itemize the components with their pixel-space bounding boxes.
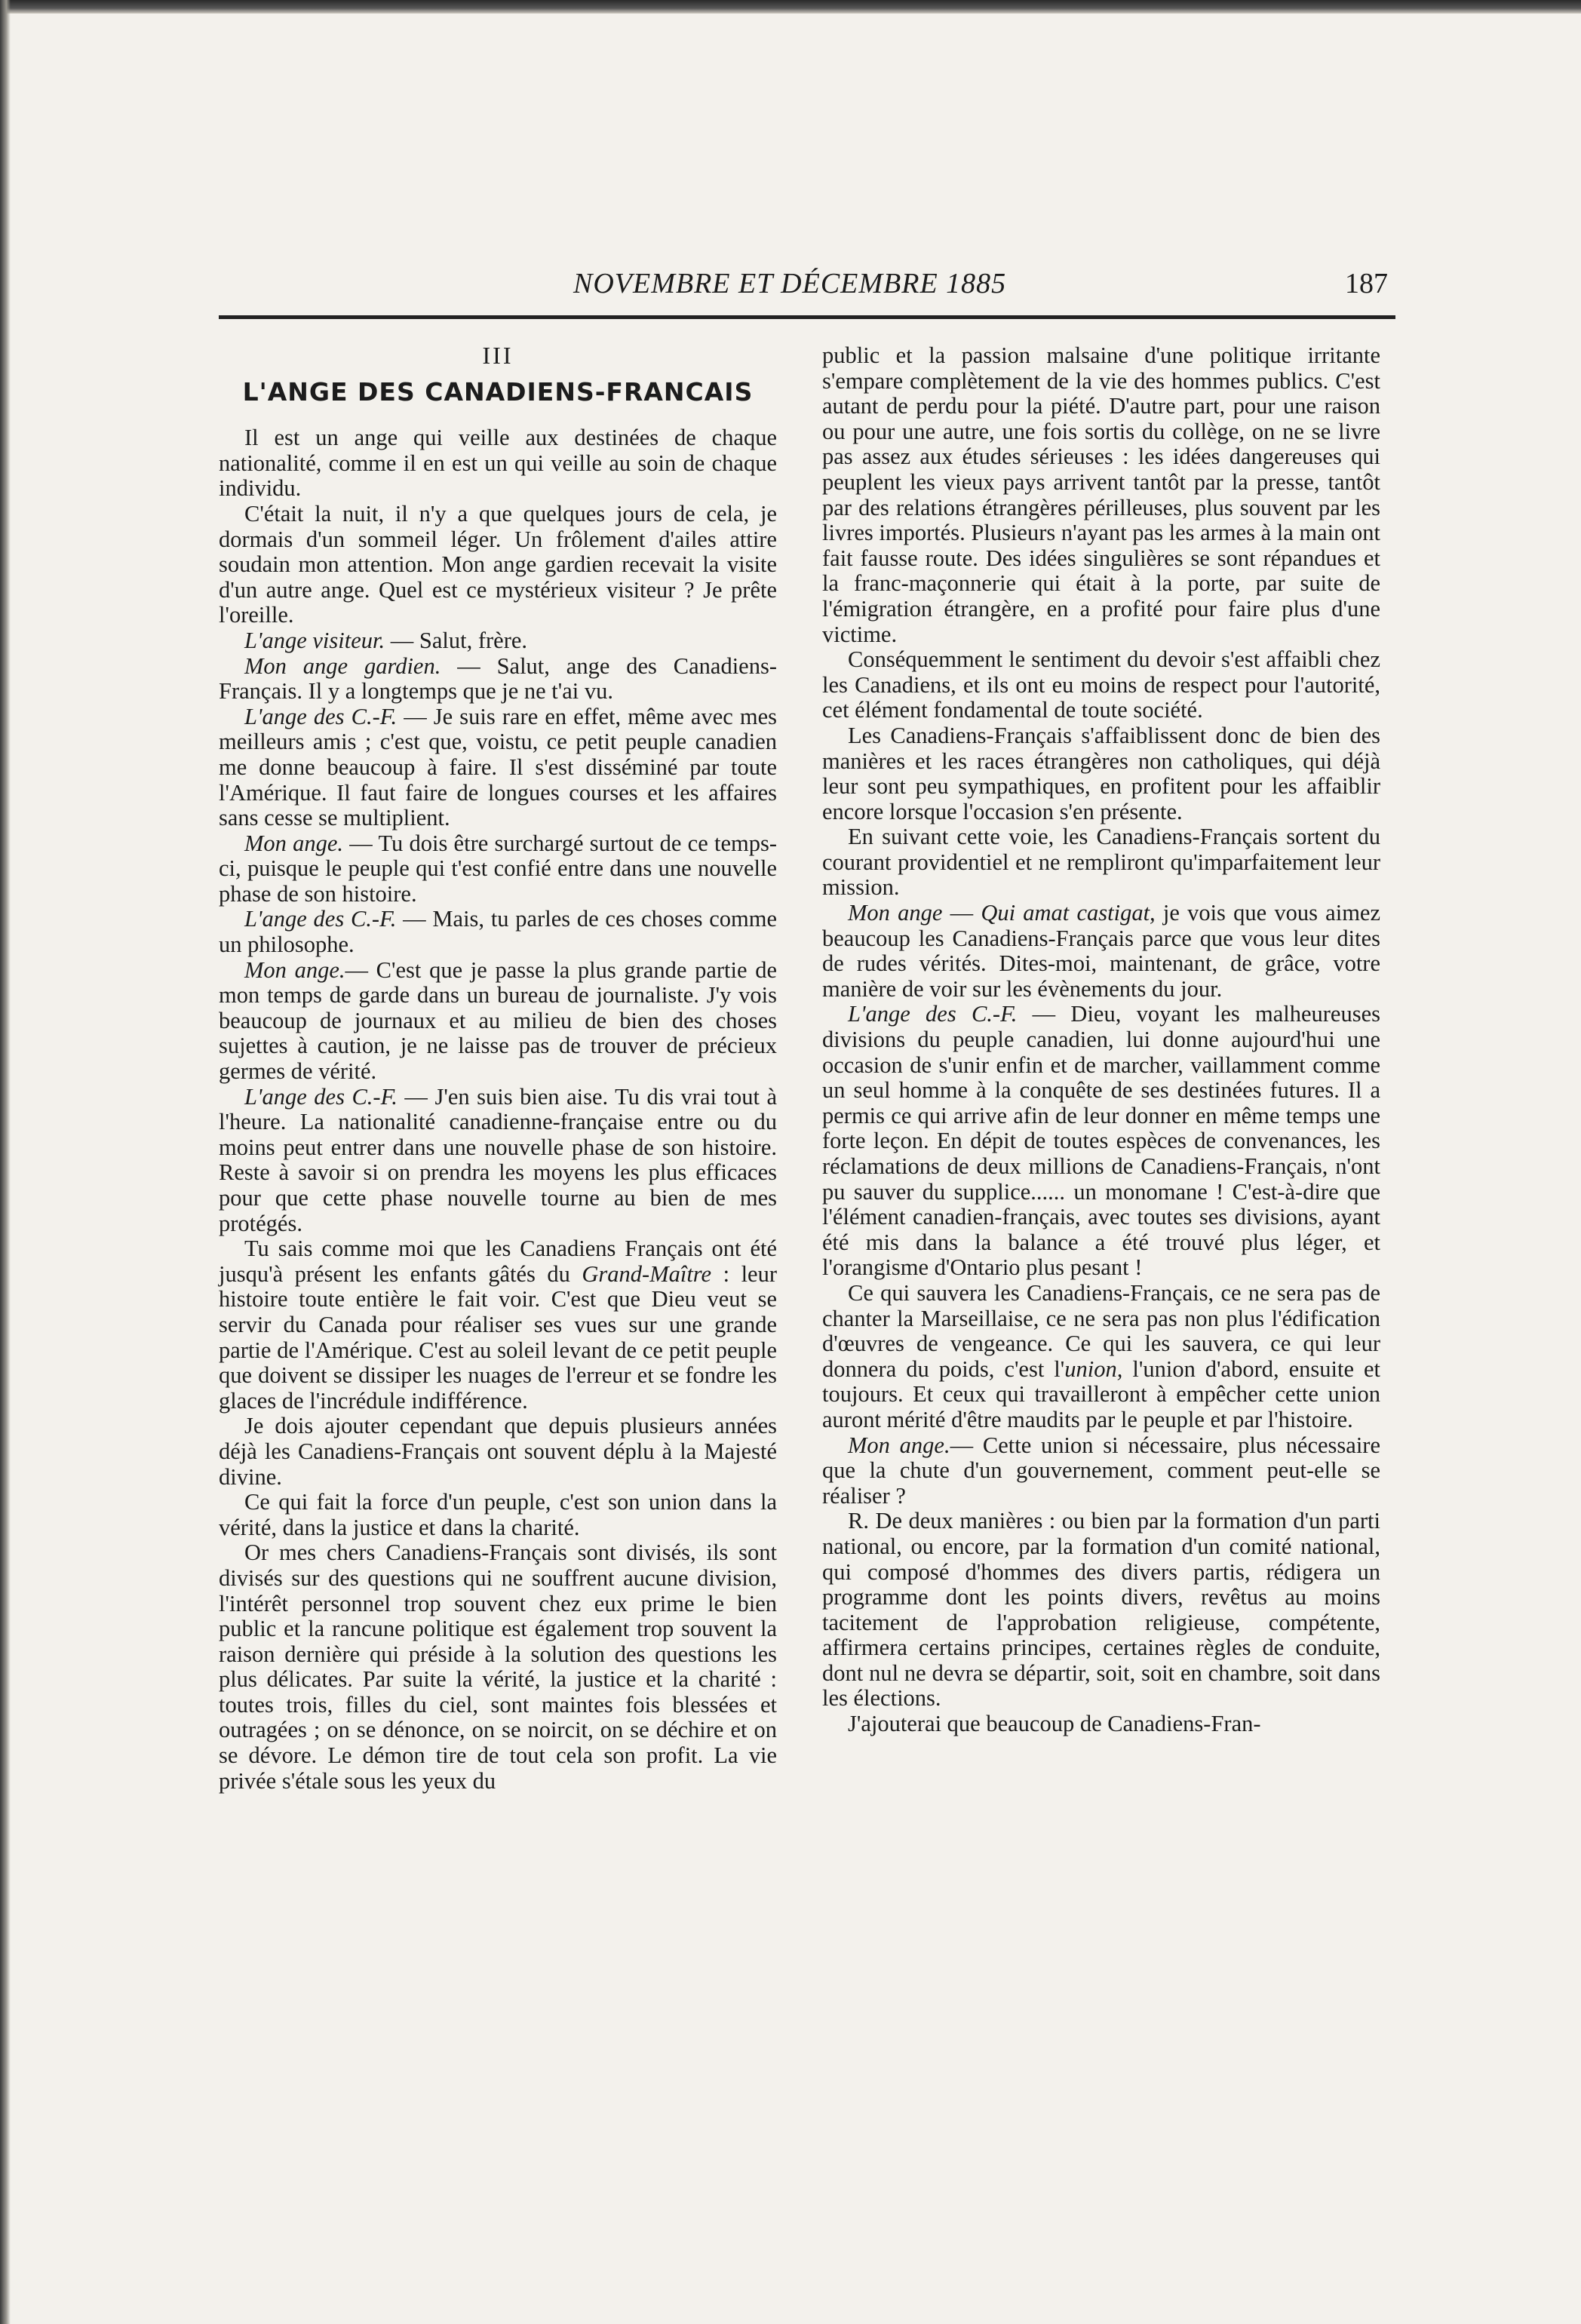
paragraph-text: — Salut, ange des Canadiens-Français. Il y a longtemps que je ne t'ai vu. xyxy=(219,652,777,705)
paragraph-text: Conséquemment le sentiment du devoir s'est affaibli chez les Canadiens, et ils ont eu moins de respect pour l'autorité, cet élément fondamental de toute société. xyxy=(822,646,1380,723)
paragraph xyxy=(219,1236,777,1414)
speaker-label: L'ange des C.-F. xyxy=(244,906,397,932)
speaker-label: L'ange des C.-F. xyxy=(848,1001,1018,1027)
paragraph-text: — Je suis rare en effet, même avec mes meilleurs amis ; c'est que, voistu, ce petit peuple canadien me donne beaucoup à faire. Il s'est disséminé par toute l'Amérique. Il faut faire de longues courses et les affaires sans cesse se multiplient. xyxy=(219,703,777,831)
journal-page xyxy=(219,256,1395,2218)
paragraph-text: En suivant cette voie, les Canadiens-Français sortent du courant providentiel et ne rempliront qu'imparfaitement leur mission. xyxy=(822,824,1380,901)
paragraph-text: — Mais, tu parles de ces choses comme un philosophe. xyxy=(219,906,777,958)
paragraph xyxy=(219,502,777,628)
paragraph xyxy=(219,1414,777,1490)
paragraph xyxy=(219,1540,777,1794)
emphasis-text: union, xyxy=(1064,1355,1123,1382)
paragraph-text: Ce qui fait la force d'un peuple, c'est son union dans la vérité, dans la justice et dans la charité. xyxy=(219,1489,777,1540)
paragraph-text: — Dieu, voyant les malheureuses divisions du peuple canadien, lui donne aujourd'hui une occasion de s'unir enfin et de marcher, vaillamment comme un seul homme à la conquête de ses destinées futures. Il a permis ce qui arrive afin de leur donner en même temps une forte leçon. En dépit de toutes espèces de convenances, les réclamations de deux millions de Canadiens-Français, n'ont pu sauver du supplice...... un monomane ! C'est-à-dire que l'élément canadien-français, avec toutes ses divisions, ayant été mis dans la balance a été trouvé plus léger, et l'orangisme d'Ontario plus pesant ! xyxy=(822,1001,1380,1281)
paragraph-text: Ce qui sauvera les Canadiens-Français, ce ne sera pas de chanter la Marseillaise, ce ne sera pas non plus l'édification d'œuvres de vengeance. Ce qui les sauvera, ce qui leur donnera du poids, c'est l' xyxy=(822,1279,1380,1382)
paragraph-text: Tu sais comme moi que les Canadiens Français ont été jusqu'à présent les enfants gâtés du xyxy=(219,1236,777,1287)
speaker-label: Mon ange xyxy=(848,900,943,926)
left-column xyxy=(219,343,777,1794)
paragraph xyxy=(219,628,777,654)
paragraph xyxy=(822,343,1380,647)
paragraph xyxy=(219,958,777,1085)
paragraph-text: R. De deux manières : ou bien par la formation d'un parti national, ou encore, par la formation d'un comité national, qui composé d'hommes des divers partis, rédigera un programme dont les points divers, revêtus au moins tacitement de l'approbation religieuse, compétente, affirmera certains principes, certaines règles de conduite, dont nul ne devra se départir, soit, soit en chambre, soit dans les élections. xyxy=(822,1508,1380,1712)
running-title: NOVEMBRE ET DÉCEMBRE 1885 xyxy=(573,268,1007,299)
paragraph xyxy=(219,654,777,705)
header-rule xyxy=(219,315,1395,319)
paragraph xyxy=(822,647,1380,723)
page-number: 187 xyxy=(1345,268,1388,299)
speaker-label: L'ange des C.-F. xyxy=(244,703,398,729)
emphasis-text: Qui amat castigat, xyxy=(981,900,1156,926)
speaker-label: Mon ange. xyxy=(848,1432,950,1458)
paragraph-text: l'union d'abord, ensuite et toujours. Et ceux qui travailleront à empêcher cette union auront mérité d'être maudits par le peuple et par l'histoire. xyxy=(822,1355,1380,1432)
paragraph xyxy=(219,1085,777,1237)
paragraph-text: J'ajouterai que beaucoup de Canadiens-Fran- xyxy=(848,1711,1261,1737)
paragraph xyxy=(219,705,777,831)
speaker-label: L'ange visiteur. xyxy=(244,627,385,653)
paragraph-text: : leur histoire toute entière le fait voir. C'est que Dieu veut se servir du Canada pour réaliser ses vues sur une grande partie de l'Amérique. C'est au soleil levant de ce petit peuple que doivent se dissiper les nuages de l'erreur et se fondre les glaces de l'incrédule indifférence. xyxy=(219,1260,777,1414)
paragraph xyxy=(822,1433,1380,1509)
speaker-label: Mon ange gardien. xyxy=(244,652,441,679)
paragraph-text: C'était la nuit, il n'y a que quelques jours de cela, je dormais d'un sommeil léger. Un frôlement d'ailes attire soudain mon attention. Mon ange gardien recevait la visite d'un autre ange. Quel est ce mystérieux visiteur ? Je prête l'oreille. xyxy=(219,500,777,628)
speaker-label: L'ange des C.-F. xyxy=(244,1083,398,1110)
paragraph-text: Or mes chers Canadiens-Français sont divisés, ils sont divisés sur des questions qui ne souffrent aucune division, l'intérêt personnel trop souvent chez eux prime le bien public et la rancune politique est également trop souvent la raison dernière qui préside à la solution des questions les plus délicates. Par suite la vérité, la justice et la charité : toutes trois, filles du ciel, sont maintes fois blessées et outragées ; on se dénonce, on se noircit, on se déchire et on se dévore. Le démon tire de tout cela son profit. La vie privée s'étale sous les yeux du xyxy=(219,1540,777,1794)
section-number: III xyxy=(482,342,514,369)
paragraph-text: — xyxy=(942,900,981,926)
paragraph xyxy=(822,1002,1380,1281)
paragraph-text: Il est un ange qui veille aux destinées de chaque nationalité, comme il en est un qui veille au soin de chaque individu. xyxy=(219,425,777,502)
speaker-label: Mon ange. xyxy=(244,956,345,983)
paragraph xyxy=(822,1281,1380,1433)
paragraph-text: Je dois ajouter cependant que depuis plusieurs années déjà les Canadiens-Français ont souvent déplu à la Majesté divine. xyxy=(219,1413,777,1490)
scan-top-edge xyxy=(0,0,1581,14)
emphasis-text: Grand-Maître xyxy=(582,1260,712,1287)
paragraph-text: — Cette union si nécessaire, plus nécessaire que la chute d'un gouvernement, comment peut-elle se réaliser ? xyxy=(822,1432,1380,1509)
paragraph xyxy=(219,831,777,907)
paragraph-text: — Tu dois être surchargé surtout de ce temps-ci, puisque le peuple qui t'est confié entre dans une nouvelle phase de son histoire. xyxy=(219,830,777,907)
paragraph xyxy=(822,824,1380,901)
paragraph-text: — J'en suis bien aise. Tu dis vrai tout à l'heure. La nationalité canadienne-française entre ou du moins peut entrer dans une nouvelle phase de son histoire. Reste à savoir si on prendra les moyens les plus efficaces pour que cette phase nouvelle tourne au bien de mes protégés. xyxy=(219,1083,777,1236)
paragraph xyxy=(822,901,1380,1002)
paragraph-text: Les Canadiens-Français s'affaiblissent donc de bien des manières et les races étrangères non catholiques, qui déjà leur sont peu sympathiques, en profitent pour les affaiblir encore lorsque l'occasion s'en présente. xyxy=(822,722,1380,824)
paragraph xyxy=(219,1490,777,1540)
paragraph-text: public et la passion malsaine d'une politique irritante s'empare complètement de la vie des hommes publics. C'est autant de perdu pour la piété. D'autre part, pour une raison ou pour une autre, une fois sortis du collège, on ne se livre pas assez aux études sérieuses : les idées dangereuses qui peuplent les vieux pays arrivent tantôt par la presse, tantôt par des relations étrangères périlleuses, plus souvent par les livres importés. Plusieurs n'ayant pas les armes à la main ont fait fausse route. Des idées singulières se sont répandues et la franc-maçonnerie qui était à la porte, par suite de l'émigration étrangère, en a profité pour faire plus d'une victime. xyxy=(822,342,1380,647)
paragraph xyxy=(219,425,777,502)
article-title: L'ANGE DES CANADIENS-FRANCAIS xyxy=(242,376,754,407)
page-header xyxy=(219,267,1395,312)
right-column-body xyxy=(822,343,1380,1737)
paragraph xyxy=(822,723,1380,824)
speaker-label: Mon ange. xyxy=(244,830,344,856)
paragraph-text: — C'est que je passe la plus grande partie de mon temps de garde dans un bureau de journaliste. J'y vois beaucoup de journaux et au milieu de bien des choses sujettes à caution, je ne laisse pas de trouver de précieux germes de vérité. xyxy=(219,956,777,1085)
left-column-body xyxy=(219,425,777,1794)
paragraph-text: — Salut, frère. xyxy=(385,627,528,653)
paragraph xyxy=(219,907,777,957)
paragraph xyxy=(822,1712,1380,1737)
scan-left-edge xyxy=(0,0,11,2324)
right-column xyxy=(822,343,1380,1737)
paragraph xyxy=(822,1509,1380,1712)
paragraph-text: je vois que vous aimez beaucoup les Canadiens-Français parce que vous leur dites de rudes vérités. Dites-moi, maintenant, de grâce, votre manière de voir sur les évènements du jour. xyxy=(822,900,1380,1002)
